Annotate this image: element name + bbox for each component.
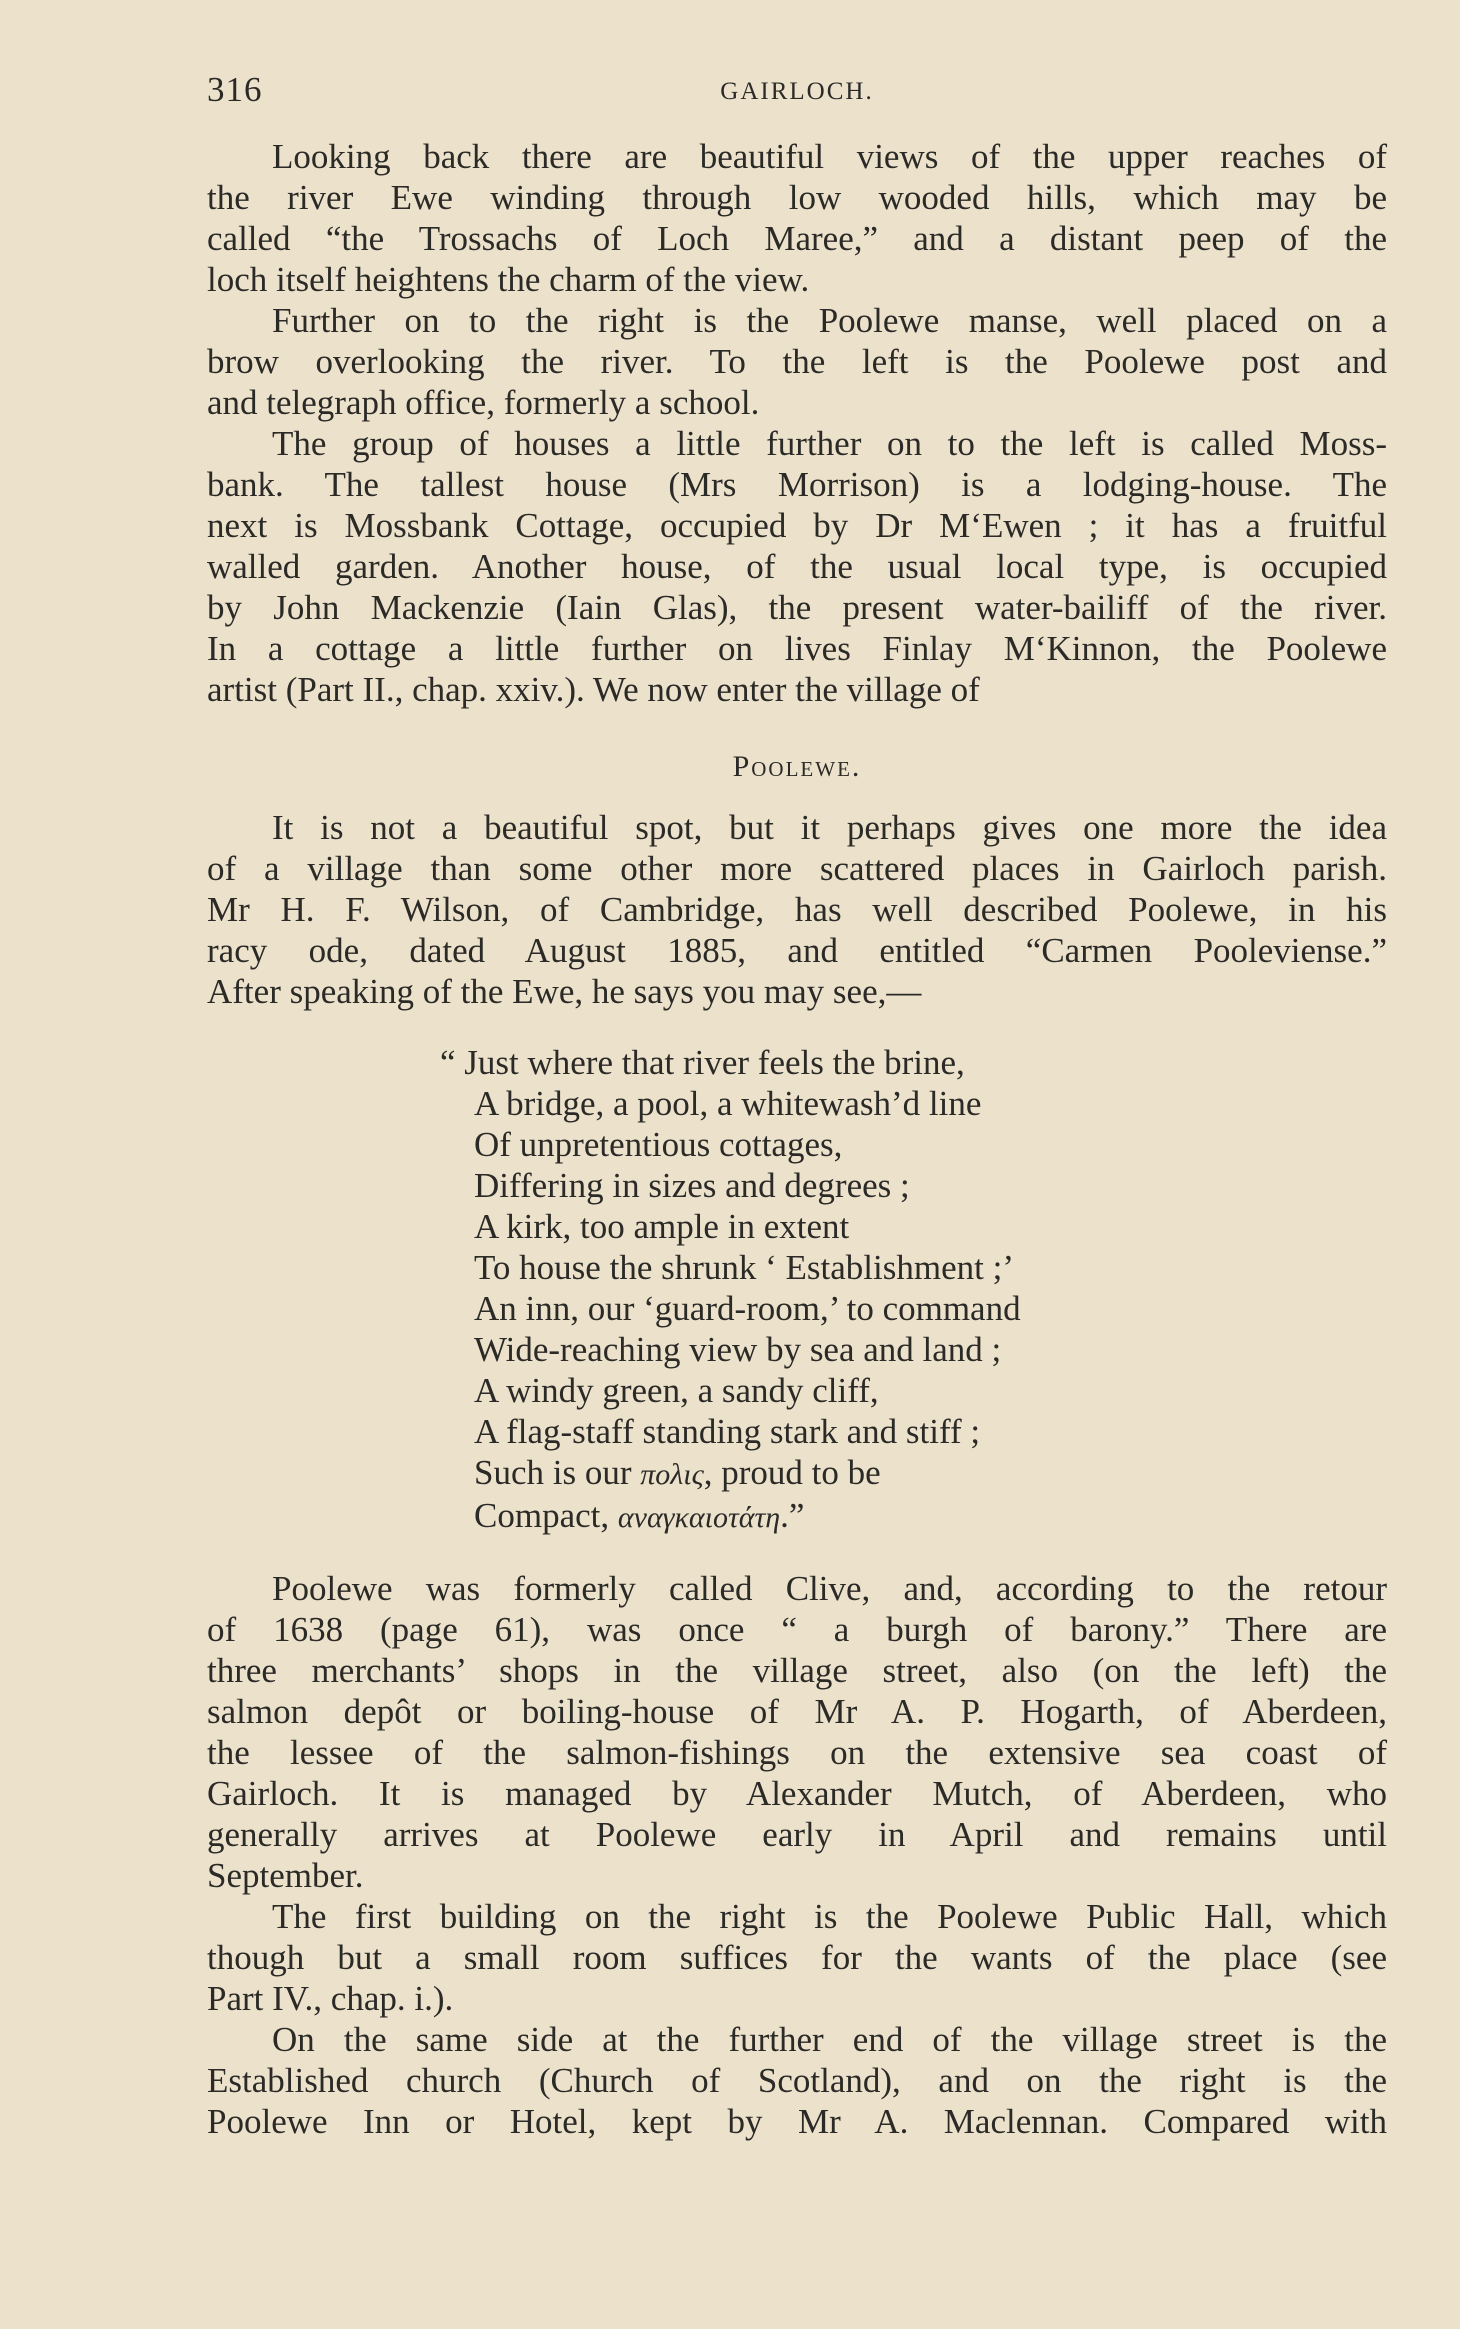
section-heading: Poolewe. [732, 750, 862, 783]
poem-verse: A bridge, a pool, a whitewash’d line [474, 1084, 982, 1123]
text-line: artist (Part II., chap. xxiv.). We now enter the village of [207, 670, 980, 709]
poem-verse: A kirk, too ample in extent [474, 1207, 850, 1246]
body-text [207, 136, 1387, 2142]
poem-verse: A windy green, a sandy cliff, [474, 1371, 879, 1410]
verse-text: Compact, [474, 1496, 618, 1535]
greek-word: πολις [640, 1458, 704, 1491]
text-line: September. [207, 1856, 364, 1895]
text-line: salmon depôt or boiling-house of Mr A. P. Hogarth, of Aberdeen, [207, 1692, 1387, 1731]
text-line: three merchants’ shops in the village street, also (on the left) the [207, 1651, 1387, 1690]
text-line: After speaking of the Ewe, he says you may see,— [207, 972, 922, 1011]
text-line: Further on to the right is the Poolewe manse, well placed on a [272, 301, 1387, 340]
text-line: of a village than some other more scattered places in Gairloch parish. [207, 849, 1387, 888]
text-line: In a cottage a little further on lives Finlay M‘Kinnon, the Poolewe [207, 629, 1387, 668]
text-line: Mr H. F. Wilson, of Cambridge, has well described Poolewe, in his [207, 890, 1387, 929]
text-line: Looking back there are beautiful views of the upper reaches of [272, 137, 1387, 176]
text-line: next is Mossbank Cottage, occupied by Dr M‘Ewen ; it has a fruitful [207, 506, 1387, 545]
paragraph-church [207, 2019, 1387, 2142]
poem-verse [440, 1495, 1387, 1538]
text-line: by John Mackenzie (Iain Glas), the present water-bailiff of the river. [207, 588, 1387, 627]
text-line: Poolewe Inn or Hotel, kept by Mr A. Maclennan. Compared with [207, 2102, 1387, 2141]
paragraph-public-hall [207, 1896, 1387, 2019]
text-line: Poolewe was formerly called Clive, and, according to the retour [272, 1569, 1387, 1608]
text-line: The first building on the right is the Poolewe Public Hall, which [272, 1897, 1387, 1936]
text-line: It is not a beautiful spot, but it perhaps gives one more the idea [272, 808, 1387, 847]
text-line: and telegraph office, formerly a school. [207, 383, 760, 422]
page-header [207, 70, 1387, 120]
text-line: racy ode, dated August 1885, and entitled “Carmen Pooleviense.” [207, 931, 1387, 970]
paragraph-clive [207, 1568, 1387, 1896]
text-line: called “the Trossachs of Loch Maree,” and a distant peep of the [207, 219, 1387, 258]
verse-text: .” [780, 1496, 805, 1535]
paragraph-poolewe-intro [207, 807, 1387, 1012]
text-line: Part IV., chap. i.). [207, 1979, 454, 2018]
page-number: 316 [207, 70, 263, 109]
text-line: the lessee of the salmon-fishings on the extensive sea coast of [207, 1733, 1387, 1772]
text-line: loch itself heightens the charm of the view. [207, 260, 810, 299]
poem-verse: An inn, our ‘guard-room,’ to command [474, 1289, 1021, 1328]
poem-verse: To house the shrunk ‘ Establishment ;’ [474, 1248, 1014, 1287]
text-line: of 1638 (page 61), was once “ a burgh of barony.” There are [207, 1610, 1387, 1649]
text-line: brow overlooking the river. To the left is the Poolewe post and [207, 342, 1387, 381]
poem-verse [440, 1452, 1387, 1495]
text-line: On the same side at the further end of the village street is the [272, 2020, 1387, 2059]
text-line: walled garden. Another house, of the usual local type, is occupied [207, 547, 1387, 586]
running-head: GAIRLOCH. [720, 78, 874, 105]
poem-verse: A flag-staff standing stark and stiff ; [474, 1412, 981, 1451]
paragraph-mossbank [207, 423, 1387, 710]
poem-verse: Of unpretentious cottages, [474, 1125, 843, 1164]
text-line: the river Ewe winding through low wooded hills, which may be [207, 178, 1387, 217]
paragraph-views [207, 136, 1387, 300]
text-line: though but a small room suffices for the wants of the place (see [207, 1938, 1387, 1977]
poem-verse: “ Just where that river feels the brine, [440, 1043, 965, 1082]
paragraph-manse [207, 300, 1387, 423]
poem-quote [207, 1042, 1387, 1538]
text-line: Gairloch. It is managed by Alexander Mutch, of Aberdeen, who [207, 1774, 1387, 1813]
text-line: bank. The tallest house (Mrs Morrison) is a lodging-house. The [207, 465, 1387, 504]
text-line: generally arrives at Poolewe early in April and remains until [207, 1815, 1387, 1854]
greek-word: αναγκαιοτάτη [617, 1501, 781, 1534]
text-line: Established church (Church of Scotland), and on the right is the [207, 2061, 1387, 2100]
verse-text: Such is our [474, 1453, 641, 1492]
verse-text: , proud to be [703, 1453, 881, 1492]
poem-verse: Differing in sizes and degrees ; [474, 1166, 910, 1205]
poem-verse: Wide-reaching view by sea and land ; [474, 1330, 1002, 1369]
text-line: The group of houses a little further on to the left is called Moss- [272, 424, 1387, 463]
